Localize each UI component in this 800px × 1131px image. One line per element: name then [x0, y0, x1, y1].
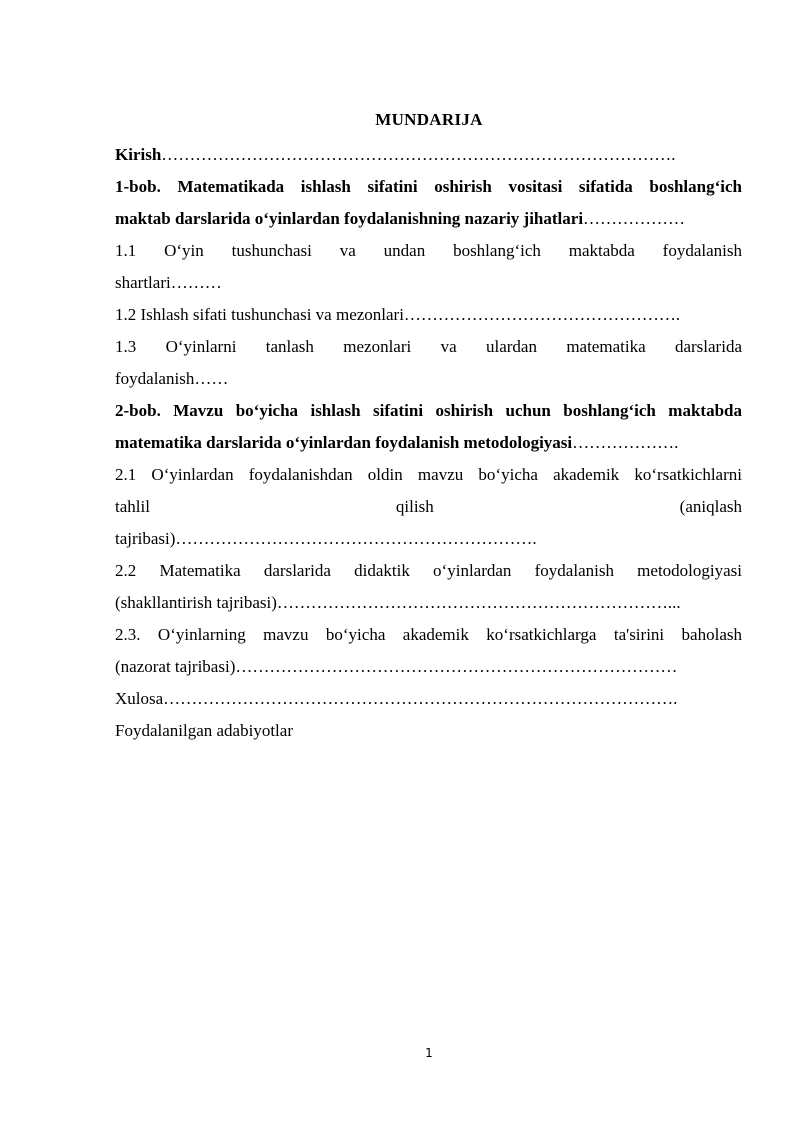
toc-1-2-text: 1.2 Ishlash sifati tushunchasi va mezonlari…………………………………………. — [115, 305, 681, 324]
toc-entry-chapter-1[interactable] — [115, 171, 742, 235]
toc-entry-2-2[interactable] — [115, 555, 742, 619]
toc-ch2-line1-text: 2-bob. Mavzu bo‘yicha ishlash sifatini oshirish uchun boshlang‘ich maktabda — [115, 401, 742, 420]
toc-entry-1-2[interactable] — [115, 299, 742, 331]
toc-intro-label: Kirish — [115, 145, 162, 164]
toc-ch2-dots: ………………. — [572, 433, 679, 452]
toc-entry-1-3[interactable] — [115, 331, 742, 395]
toc-references-text: Foydalanilgan adabiyotlar — [115, 721, 293, 740]
page-title: MUNDARIJA — [375, 110, 483, 129]
table-of-contents — [115, 139, 742, 747]
toc-1-1-line1: 1.1 O‘yin tushunchasi va undan boshlang‘ich maktabda foydalanish — [115, 241, 742, 260]
toc-ch1-line1-text: 1-bob. Matematikada ishlash sifatini oshirish vositasi sifatida boshlang‘ich — [115, 177, 742, 196]
toc-entry-chapter-2[interactable] — [115, 395, 742, 459]
toc-1-1-line2: shartlari……… — [115, 273, 222, 292]
toc-ch1-line2 — [115, 203, 742, 235]
toc-ch1-dots: ……………… — [583, 209, 686, 228]
toc-1-3-line2: foydalanish…… — [115, 369, 229, 388]
toc-entry-1-1[interactable] — [115, 235, 742, 299]
toc-entry-2-3[interactable] — [115, 619, 742, 683]
page-number: 1 — [425, 1046, 433, 1060]
toc-ch2-line2 — [115, 427, 742, 459]
toc-intro-dots: ………………………………………………………………………………. — [161, 145, 676, 164]
toc-ch1-line2-text: maktab darslarida o‘yinlardan foydalanishning nazariy jihatlari — [115, 209, 584, 228]
toc-1-3-line1: 1.3 O‘yinlarni tanlash mezonlari va ulardan matematika darslarida — [115, 337, 742, 356]
toc-2-2-line1: 2.2 Matematika darslarida didaktik o‘yinlardan foydalanish metodologiyasi — [115, 561, 742, 580]
toc-2-1-line3: tajribasi)………………………………………………………. — [115, 529, 537, 548]
toc-2-1-line2: tahlil qilish (aniqlash — [115, 497, 742, 516]
toc-2-3-line1: 2.3. O‘yinlarning mavzu bo‘yicha akademik ko‘rsatkichlarga ta'sirini baholash — [115, 625, 742, 644]
toc-ch2-line2-text: matematika darslarida o‘yinlardan foydalanish metodologiyasi — [115, 433, 573, 452]
toc-entry-2-1[interactable] — [115, 459, 742, 555]
toc-entry-references[interactable] — [115, 715, 742, 747]
toc-entry-intro[interactable] — [115, 139, 742, 171]
toc-entry-conclusion[interactable] — [115, 683, 742, 715]
toc-conclusion-text: Xulosa………………………………………………………………………………. — [115, 689, 678, 708]
toc-2-3-line2: (nazorat tajribasi)…………………………………………………………………… — [115, 657, 678, 676]
toc-ch1-line1 — [115, 171, 742, 203]
toc-2-1-line1: 2.1 O‘yinlardan foydalanishdan oldin mavzu bo‘yicha akademik ko‘rsatkichlarni — [115, 465, 742, 484]
toc-2-2-line2: (shakllantirish tajribasi)……………………………………………………………... — [115, 593, 681, 612]
toc-ch2-line1 — [115, 395, 742, 427]
